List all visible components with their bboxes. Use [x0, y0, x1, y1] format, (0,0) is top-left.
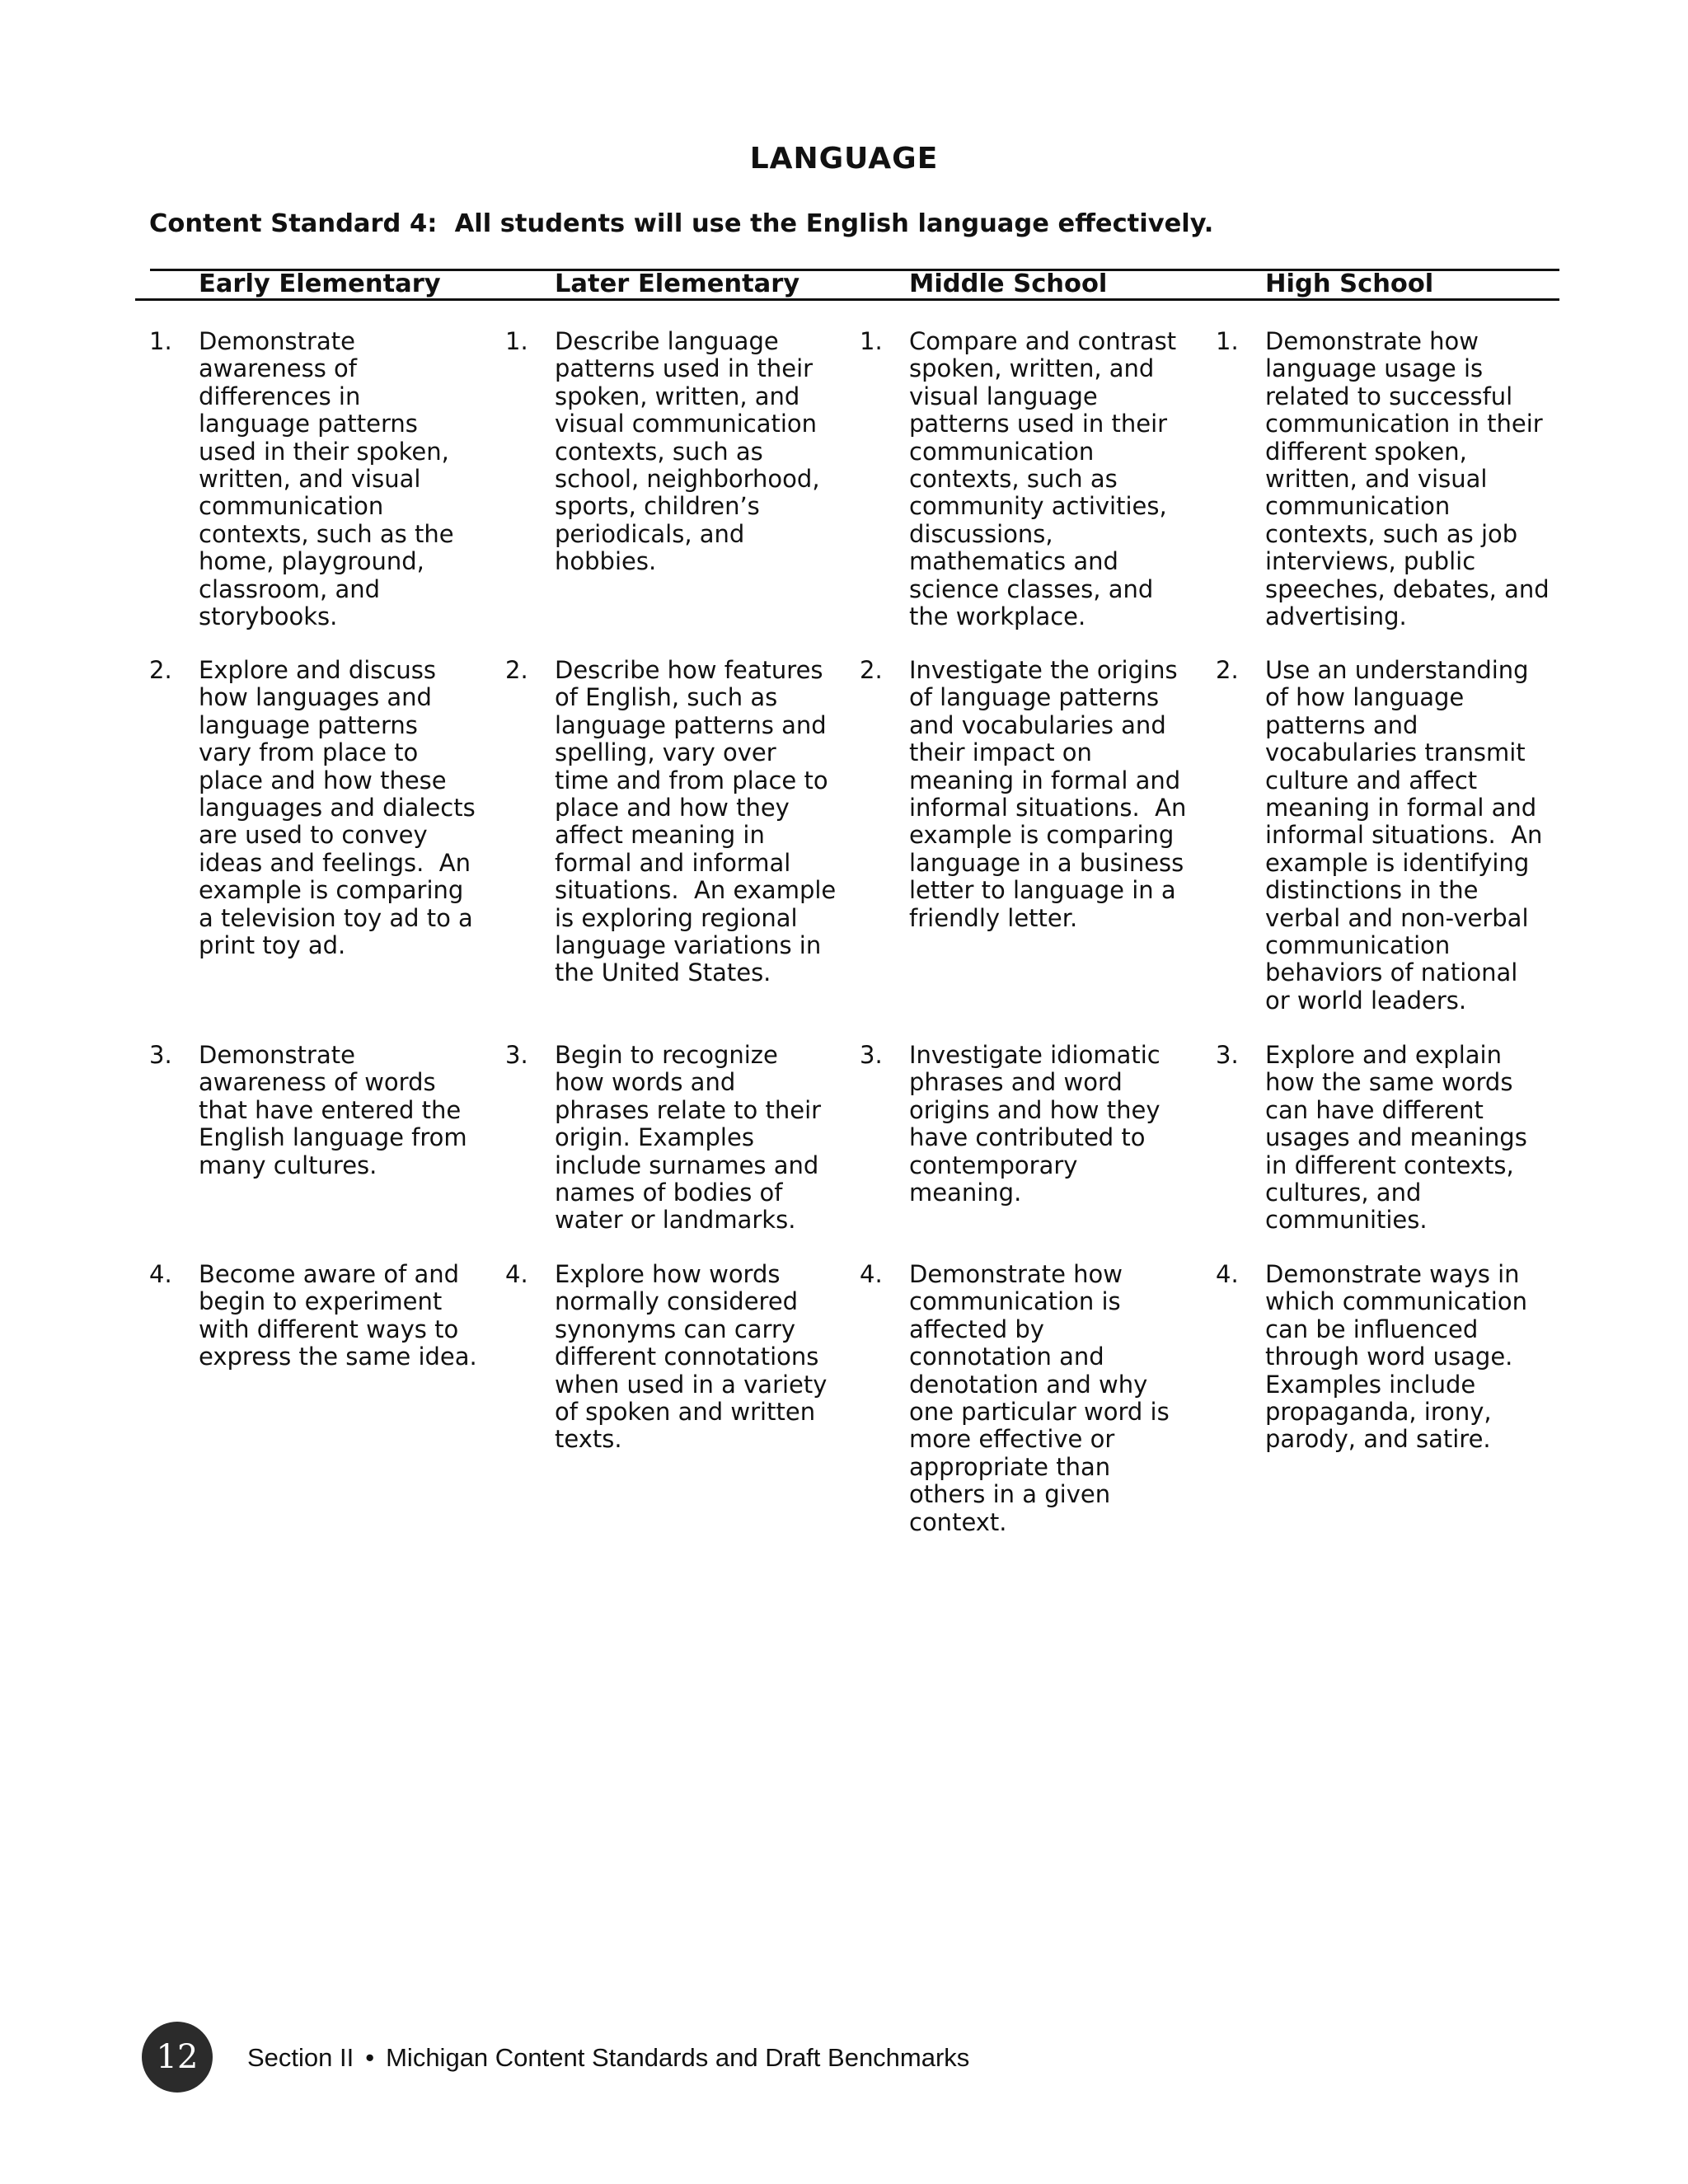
column-header-early-elementary: Early Elementary	[199, 269, 441, 298]
benchmark-text: Compare and contrast spoken, written, and visual language patterns used in their communication contexts, such as community activities, discussions, mathematics and science classes, and the workplace.	[909, 327, 1177, 631]
benchmark-number: 4.	[1216, 1260, 1239, 1288]
column-header-later-elementary: Later Elementary	[555, 269, 800, 298]
benchmark-number: 1.	[149, 327, 172, 355]
benchmark-text: Investigate the origins of language patterns and vocabularies and their impact on meaning in formal and informal situations. An example is comparing language in a business letter to language in a friendly letter.	[909, 656, 1187, 932]
benchmark-number: 1.	[860, 327, 883, 355]
benchmark-text: Demonstrate ways in which communication can be influenced through word usage. Examples include propaganda, irony, parody, and satire.	[1265, 1260, 1527, 1454]
benchmark-text: Explore how words normally considered synonyms can carry different connotations when used in a variety of spoken and written texts.	[555, 1260, 828, 1454]
footer-bullet: •	[365, 2043, 375, 2072]
benchmark-number: 1.	[1216, 327, 1239, 355]
benchmark-number: 3.	[1216, 1041, 1239, 1069]
benchmark-text: Explore and discuss how languages and language patterns vary from place to place and how these languages and dialects are used to convey ideas and feelings. An example is comparing a television toy ad to a print toy ad.	[199, 656, 476, 960]
benchmark-text: Demonstrate how communication is affected by connotation and denotation and why one particular word is more effective or appropriate than others in a given context.	[909, 1260, 1170, 1536]
benchmark-number: 2.	[1216, 656, 1239, 684]
page-title: LANGUAGE	[749, 142, 939, 176]
benchmark-text: Use an understanding of how language patterns and vocabularies transmit culture and affect meaning in formal and informal situations. An example is identifying distinctions in the verbal and non-verbal communication behaviors of national or world leaders.	[1265, 656, 1543, 1015]
column-header-high-school: High School	[1265, 269, 1434, 298]
benchmark-text: Investigate idiomatic phrases and word origins and how they have contributed to contemporary meaning.	[909, 1041, 1160, 1207]
benchmark-number: 3.	[505, 1041, 528, 1069]
footer-title: Michigan Content Standards and Draft Benchmarks	[386, 2043, 970, 2072]
benchmark-text: Demonstrate how language usage is related to successful communication in their different spoken, written, and visual communication contexts, such as job interviews, public speeches, debates, and advertising.	[1265, 327, 1550, 631]
benchmark-number: 3.	[860, 1041, 883, 1069]
footer-running-title	[247, 2043, 969, 2073]
benchmark-text: Explore and explain how the same words can have different usages and meanings in different contexts, cultures, and communities.	[1265, 1041, 1527, 1235]
benchmark-text: Describe how features of English, such as language patterns and spelling, vary over time and from place to place and how they affect meaning in formal and informal situations. An example is exploring regional language variations in the United States.	[555, 656, 837, 987]
benchmark-number: 4.	[149, 1260, 172, 1288]
benchmark-text: Begin to recognize how words and phrases relate to their origin. Examples include surnames and names of bodies of water or landmarks.	[555, 1041, 822, 1235]
page-number-badge: 12	[142, 2022, 213, 2093]
benchmark-number: 2.	[505, 656, 528, 684]
column-header-middle-school: Middle School	[909, 269, 1108, 298]
footer-section: Section II	[247, 2043, 354, 2072]
content-standard: Content Standard 4: All students will use the English language effectively.	[149, 209, 1214, 238]
benchmark-number: 3.	[149, 1041, 172, 1069]
benchmark-text: Become aware of and begin to experiment with different ways to express the same idea.	[199, 1260, 477, 1371]
benchmark-number: 4.	[505, 1260, 528, 1288]
benchmark-text: Describe language patterns used in their spoken, written, and visual communication contexts, such as school, neighborhood, sports, children’s periodicals, and hobbies.	[555, 327, 820, 576]
benchmark-text: Demonstrate awareness of words that have entered the English language from many cultures.	[199, 1041, 467, 1179]
benchmark-number: 1.	[505, 327, 528, 355]
benchmark-text: Demonstrate awareness of differences in language patterns used in their spoken, written, and visual communication contexts, such as the home, playground, classroom, and storybooks.	[199, 327, 454, 631]
benchmark-number: 4.	[860, 1260, 883, 1288]
benchmark-number: 2.	[860, 656, 883, 684]
benchmark-number: 2.	[149, 656, 172, 684]
